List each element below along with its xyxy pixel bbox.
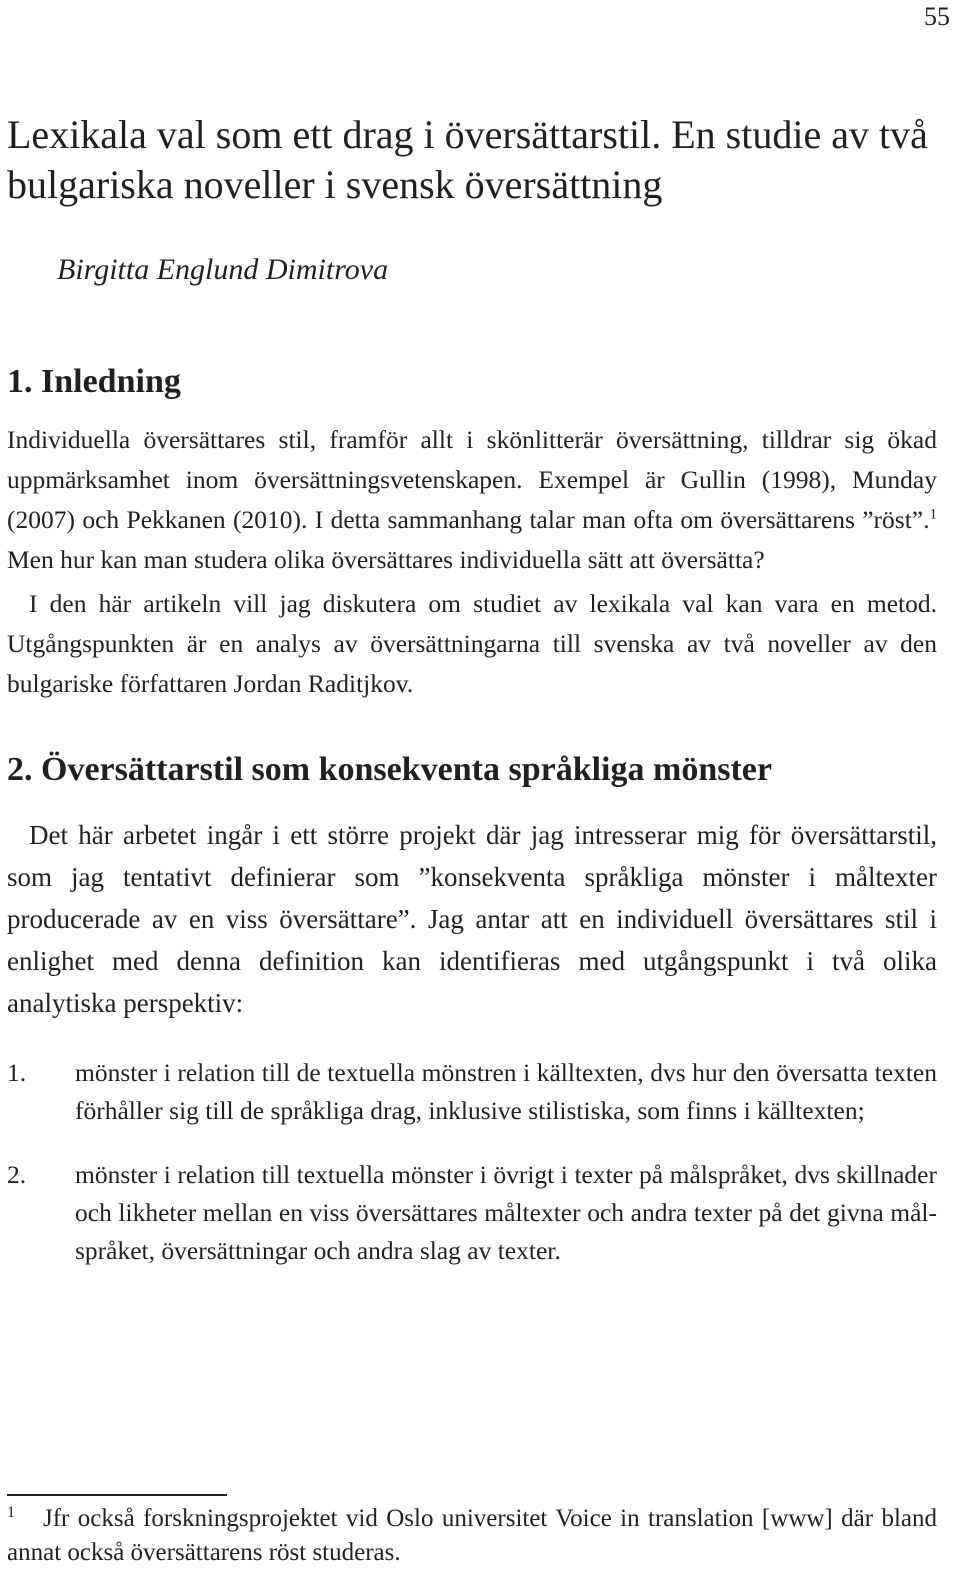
section-heading-inledning: 1. Inledning (7, 363, 181, 400)
article-body (7, 110, 937, 1270)
section1-paragraph-1-text: Individuella översättares stil, framför allt i skönlitterär översättning, tilldrar sig ökad uppmärksamhet inom översättningsvetenskapen. Exempel är Gullin (1998), Munday (2007) och Pekkanen (2010). I detta sammanhang talar man ofta om översättarens ”röst”. (7, 425, 937, 534)
section1-paragraph-1-continuation: Men hur kan man studera olika översättares individuella sätt att översätta? (7, 545, 765, 574)
perspective-list (7, 1054, 937, 1270)
article-title: Lexikala val som ett drag i översättarstil. En studie av två bulgariska noveller i svensk översättning (7, 112, 928, 207)
section2-paragraph-1: Det här arbetet ingår i ett större projekt där jag intresserar mig för översättarstil, som jag tentativt definierar som ”konsekventa språkliga mönster i måltexter producerade av en viss översättare”. Jag antar att en individuell översättares stil i enlighet med denna definition kan identifieras med utgångspunkt i två olika analytiska perspektiv: (7, 820, 937, 1018)
list-item-number: 2. (7, 1160, 27, 1189)
list-item-text: mönster i relation till textuella mönster i övrigt i texter på målspråket, dvs skillnader och likheter mellan en viss översättares måltexter och andra texter på det givna mål-språket, översättningar och andra slag av texter. (75, 1160, 937, 1265)
list-item-text: mönster i relation till de textuella mönstren i källtexten, dvs hur den översatta texten förhåller sig till de språkliga drag, inklusive stilistiska, som finns i källtexten; (75, 1058, 937, 1125)
footnote (7, 1502, 937, 1570)
section-heading-oversattarstil: 2. Översättarstil som konsekventa språkliga mönster (7, 751, 772, 788)
footnote-reference[interactable]: 1 (929, 506, 937, 523)
list-item (7, 1156, 937, 1270)
section1-paragraph-1 (7, 420, 937, 580)
list-item (7, 1054, 937, 1130)
section1-paragraph-2: I den här artikeln vill jag diskutera om studiet av lexikala val kan vara en metod. Utgångspunkten är en analys av översättningarna till svenska av två noveller av den bulgariske författaren Jordan Raditjkov. (7, 589, 937, 698)
list-item-number: 1. (7, 1058, 27, 1087)
page-number: 55 (924, 2, 950, 31)
author-name: Birgitta Englund Dimitrova (57, 253, 389, 286)
footnote-divider (7, 1494, 227, 1496)
footnote-text: Jfr också forskningsprojektet vid Oslo universitet Voice in translation [www] där bland annat också översättarens röst studeras. (7, 1505, 937, 1566)
footnote-number: 1 (7, 1503, 15, 1521)
